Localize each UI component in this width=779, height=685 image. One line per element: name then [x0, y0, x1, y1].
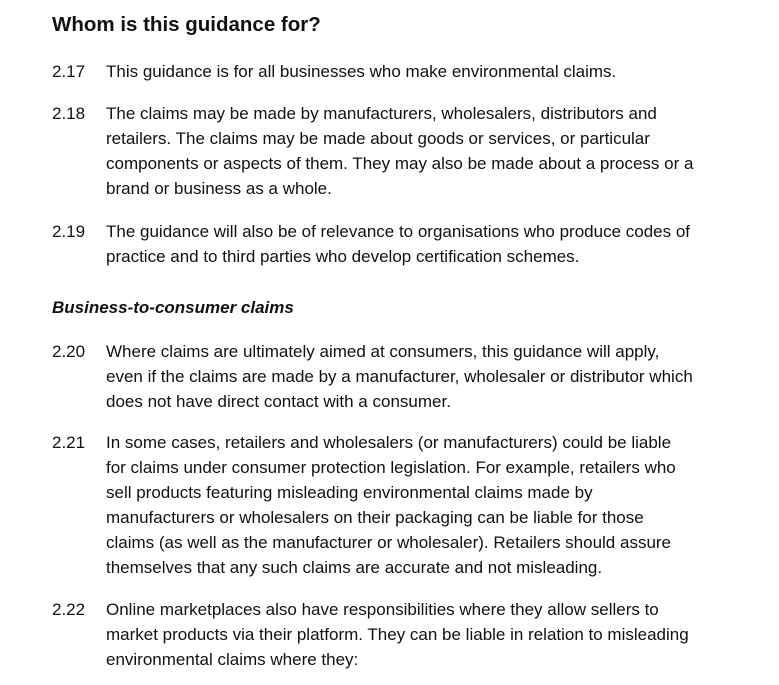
paragraph-text: [106, 219, 752, 269]
paragraph-2-20: [52, 339, 752, 414]
paragraph-line: environmental claims where they:: [106, 650, 359, 669]
paragraph-line: retailers. The claims may be made about goods or services, or particular: [106, 129, 650, 148]
paragraph-line: The claims may be made by manufacturers, wholesalers, distributors and: [106, 104, 657, 123]
paragraph-text: [106, 430, 752, 580]
paragraph-text: [106, 101, 752, 201]
paragraph-line: Online marketplaces also have responsibilities where they allow sellers to: [106, 600, 659, 619]
paragraph-line: components or aspects of them. They may also be made about a process or a: [106, 154, 694, 173]
paragraph-line: manufacturers or wholesalers on their packaging can be liable for those: [106, 508, 644, 527]
paragraph-line: themselves that any such claims are accurate and not misleading.: [106, 558, 603, 577]
paragraph-line: even if the claims are made by a manufacturer, wholesaler or distributor which: [106, 367, 693, 386]
paragraph-text: [106, 59, 752, 84]
paragraph-text: [106, 339, 752, 414]
paragraph-line: Where claims are ultimately aimed at consumers, this guidance will apply,: [106, 342, 660, 361]
paragraph-2-19: [52, 219, 752, 269]
paragraph-2-22: [52, 597, 752, 672]
paragraph-2-18: [52, 101, 752, 201]
paragraph-2-17: [52, 59, 752, 84]
paragraph-number: 2.22: [52, 600, 86, 619]
section-subheading: Business-to-consumer claims: [52, 298, 294, 317]
paragraph-line: In some cases, retailers and wholesalers (or manufacturers) could be liable: [106, 433, 672, 452]
paragraph-line: The guidance will also be of relevance to organisations who produce codes of: [106, 222, 691, 241]
paragraph-line: claims (as well as the manufacturer or wholesaler). Retailers should assure: [106, 533, 672, 552]
paragraph-number: 2.19: [52, 222, 86, 241]
paragraph-line: brand or business as a whole.: [106, 179, 332, 198]
paragraph-line: market products via their platform. They can be liable in relation to misleading: [106, 625, 689, 644]
paragraph-number: 2.20: [52, 342, 86, 361]
paragraph-text: [106, 597, 752, 672]
paragraph-line: for claims under consumer protection legislation. For example, retailers who: [106, 458, 676, 477]
paragraph-2-21: [52, 430, 752, 580]
paragraph-line: This guidance is for all businesses who make environmental claims.: [106, 62, 617, 81]
section-heading: Whom is this guidance for?: [52, 13, 321, 36]
paragraph-number: 2.17: [52, 62, 86, 81]
paragraph-line: practice and to third parties who develop certification schemes.: [106, 247, 580, 266]
paragraph-line: sell products featuring misleading environmental claims made by: [106, 483, 593, 502]
paragraph-line: does not have direct contact with a consumer.: [106, 392, 451, 411]
paragraph-number: 2.18: [52, 104, 86, 123]
paragraph-number: 2.21: [52, 433, 86, 452]
